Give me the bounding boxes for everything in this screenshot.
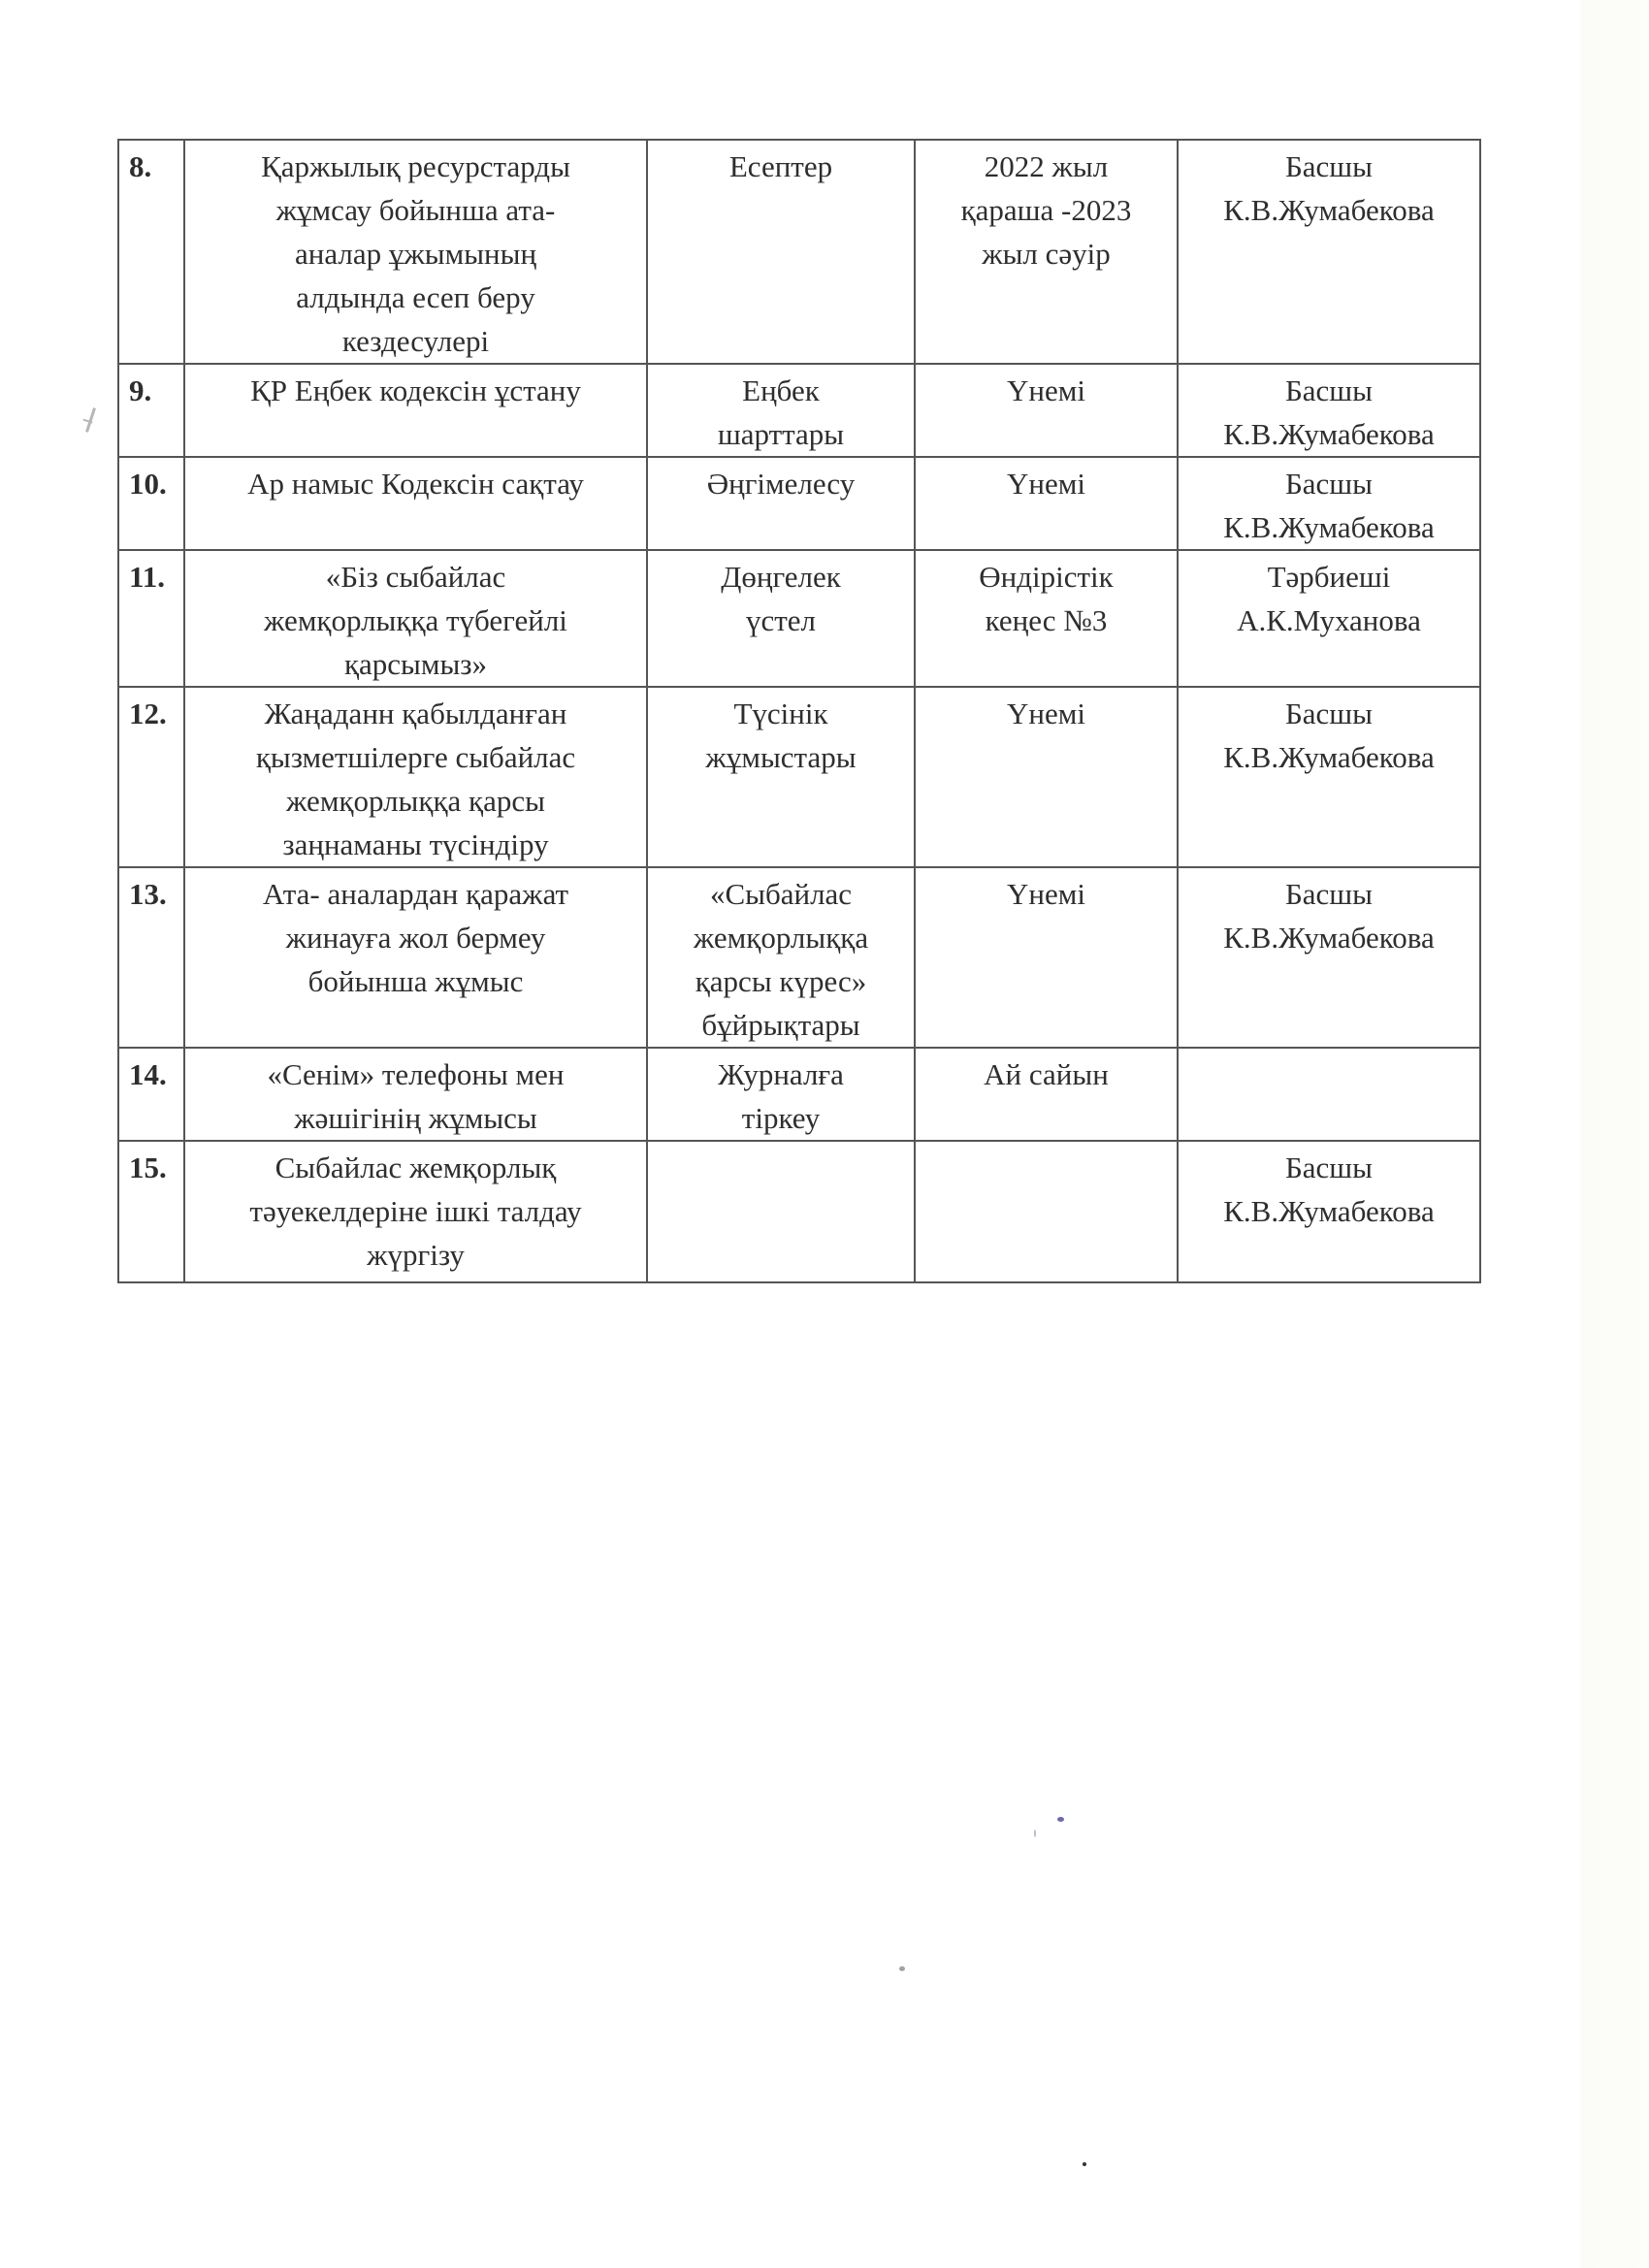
cell-text-line: тіркеу: [741, 1101, 821, 1135]
cell-text-line: жұмсау бойынша ата-: [275, 193, 556, 227]
cell-text-line: Басшы: [1284, 467, 1374, 501]
cell-text-line: «Сенім» телефоны мен: [267, 1057, 565, 1091]
cell-text-line: Өндірістік: [979, 560, 1114, 594]
anti-corruption-plan-table: [117, 139, 1481, 1283]
cell-text-line: жемқорлыққа қарсы: [286, 784, 545, 818]
row-number: 12.: [118, 687, 184, 867]
cell-text-line: жемқорлыққа: [693, 921, 869, 955]
cell-text-line: Әңгімелесу: [706, 467, 856, 501]
row-number: 11.: [118, 550, 184, 687]
row-number: 14.: [118, 1048, 184, 1141]
cell-text-line: Басшы: [1284, 373, 1374, 407]
table-row: [118, 140, 1480, 364]
scan-speck: [1057, 1817, 1064, 1822]
cell-text-line: шарттары: [717, 417, 845, 451]
cell-text-line: кеңес №3: [985, 603, 1108, 637]
responsible-cell: [1178, 364, 1480, 457]
form-cell: [647, 687, 915, 867]
responsible-cell: [1178, 1048, 1480, 1141]
responsible-cell: [1178, 140, 1480, 364]
cell-text-line: ҚР Еңбек кодексін ұстану: [250, 373, 581, 407]
cell-text-line: Сыбайлас жемқорлық: [275, 1150, 557, 1184]
period-cell: [915, 364, 1178, 457]
responsible-cell: [1178, 867, 1480, 1048]
form-cell: [647, 457, 915, 550]
cell-text-line: жәшігінің жұмысы: [294, 1101, 537, 1135]
cell-text-line: үстел: [745, 603, 817, 637]
cell-text-line: бойынша жұмыс: [307, 964, 524, 998]
form-cell: [647, 1141, 915, 1282]
cell-text-line: Ата- аналардан қаражат: [262, 877, 569, 911]
cell-text-line: Басшы: [1284, 697, 1374, 730]
cell-text-line: Қаржылық ресурстарды: [261, 149, 570, 183]
cell-text-line: А.К.Муханова: [1237, 603, 1421, 637]
event-cell: [184, 1141, 647, 1282]
pencil-mark: [85, 407, 96, 433]
table-row: [118, 550, 1480, 687]
cell-text-line: жемқорлыққа түбегейлі: [264, 603, 567, 637]
cell-text-line: К.В.Жумабекова: [1223, 921, 1435, 955]
cell-text-line: К.В.Жумабекова: [1223, 740, 1435, 774]
form-cell: [647, 140, 915, 364]
cell-text-line: Дөңгелек: [721, 560, 841, 594]
cell-text-line: К.В.Жумабекова: [1223, 193, 1435, 227]
cell-text-line: Басшы: [1284, 149, 1374, 183]
cell-text-line: бұйрықтары: [701, 1008, 860, 1042]
period-cell: [915, 1048, 1178, 1141]
cell-text-line: аналар ұжымының: [294, 237, 537, 271]
event-cell: [184, 457, 647, 550]
form-cell: [647, 867, 915, 1048]
cell-text-line: тәуекелдеріне ішкі талдау: [249, 1194, 582, 1228]
row-number: 10.: [118, 457, 184, 550]
cell-text-line: алдында есеп беру: [296, 280, 535, 314]
cell-text-line: жұмыстары: [705, 740, 857, 774]
cell-text-line: жинауға жол бермеу: [285, 921, 546, 955]
responsible-cell: [1178, 1141, 1480, 1282]
event-cell: [184, 550, 647, 687]
cell-text-line: жыл сәуір: [982, 237, 1111, 271]
cell-text-line: Жаңаданн қабылданған: [264, 697, 567, 730]
period-cell: [915, 457, 1178, 550]
cell-text-line: Журналға: [718, 1057, 844, 1091]
event-cell: [184, 687, 647, 867]
scan-edge: [1581, 0, 1649, 2268]
row-number: 13.: [118, 867, 184, 1048]
cell-text-line: К.В.Жумабекова: [1223, 510, 1435, 544]
period-cell: [915, 867, 1178, 1048]
form-cell: [647, 364, 915, 457]
table-row: [118, 457, 1480, 550]
cell-text-line: Үнемі: [1007, 877, 1085, 911]
scan-speck: [899, 1966, 905, 1971]
cell-text-line: Үнемі: [1007, 467, 1085, 501]
cell-text-line: 2022 жыл: [984, 149, 1109, 183]
cell-text-line: қарсымыз»: [343, 647, 488, 681]
cell-text-line: жүргізу: [367, 1238, 465, 1272]
period-cell: [915, 687, 1178, 867]
form-cell: [647, 550, 915, 687]
cell-text-line: кездесулері: [341, 324, 490, 358]
event-cell: [184, 140, 647, 364]
cell-text-line: Еңбек: [742, 373, 820, 407]
period-cell: [915, 1141, 1178, 1282]
cell-text-line: қараша -2023: [960, 193, 1132, 227]
cell-text-line: Түсінік: [733, 697, 828, 730]
cell-text-line: Тәрбиеші: [1267, 560, 1391, 594]
row-number: 9.: [118, 364, 184, 457]
cell-text-line: К.В.Жумабекова: [1223, 417, 1435, 451]
cell-text-line: заңнаманы түсіндіру: [282, 827, 549, 861]
responsible-cell: [1178, 687, 1480, 867]
cell-text-line: қарсы күрес»: [695, 964, 867, 998]
cell-text-line: «Сыбайлас: [709, 877, 853, 911]
row-number: 8.: [118, 140, 184, 364]
cell-text-line: қызметшілерге сыбайлас: [255, 740, 576, 774]
table-row: [118, 867, 1480, 1048]
cell-text-line: Ай сайын: [984, 1057, 1109, 1091]
event-cell: [184, 364, 647, 457]
table-body: [118, 140, 1480, 1282]
table-row: [118, 687, 1480, 867]
scan-speck: [1034, 1830, 1036, 1837]
cell-text-line: «Біз сыбайлас: [325, 560, 506, 594]
event-cell: [184, 867, 647, 1048]
cell-text-line: Үнемі: [1007, 373, 1085, 407]
cell-text-line: Үнемі: [1007, 697, 1085, 730]
table-row: [118, 1048, 1480, 1141]
cell-text-line: Басшы: [1284, 877, 1374, 911]
table-row: [118, 364, 1480, 457]
row-number: 15.: [118, 1141, 184, 1282]
responsible-cell: [1178, 457, 1480, 550]
table-row: [118, 1141, 1480, 1282]
period-cell: [915, 140, 1178, 364]
cell-text-line: Ар намыс Кодексін сақтау: [247, 467, 584, 501]
cell-text-line: Есептер: [728, 149, 833, 183]
form-cell: [647, 1048, 915, 1141]
cell-text-line: К.В.Жумабекова: [1223, 1194, 1435, 1228]
responsible-cell: [1178, 550, 1480, 687]
event-cell: [184, 1048, 647, 1141]
scan-speck: [1083, 2162, 1086, 2166]
cell-text-line: Басшы: [1284, 1150, 1374, 1184]
period-cell: [915, 550, 1178, 687]
